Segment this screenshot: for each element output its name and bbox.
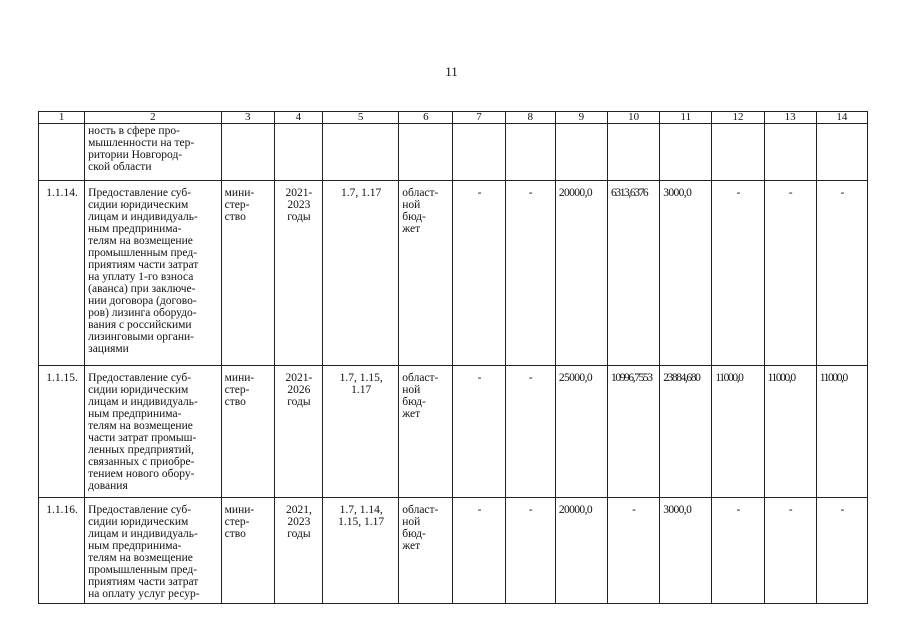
cell-target: 1.7, 1.14, 1.15, 1.17 [323,498,399,604]
col-header: 5 [323,112,399,124]
col-header: 13 [764,112,816,124]
cell-c9: 25000,0 [555,366,607,498]
cell-c12 [712,124,764,181]
table-row [39,124,868,181]
cell-name: Предоставление суб- сидии юридическим лицам и индивидуаль- ным предпринима- телям на возмещение промышленным пред- приятиям части затрат на оплату услуг ресур- [85,498,221,604]
cell-period [274,124,322,181]
cell-c9: 20000,0 [555,181,607,366]
col-header: 11 [660,112,712,124]
cell-c11: 3000,0 [660,181,712,366]
cell-executor: мини- стер- ство [221,366,274,498]
cell-c10: 6313,6376 [608,181,660,366]
cell-period: 2021- 2026 годы [274,366,322,498]
col-header: 12 [712,112,764,124]
table-row [39,498,868,604]
cell-c12: 11000,0 [712,366,764,498]
cell-source: област- ной бюд- жет [399,498,453,604]
cell-id [39,124,85,181]
col-header: 6 [399,112,453,124]
cell-c14: 11000,0 [816,366,867,498]
col-header: 14 [816,112,867,124]
cell-executor [221,124,274,181]
col-header: 8 [505,112,555,124]
cell-name: ность в сфере про- мышленности на тер- ритории Новгород- ской области [85,124,221,181]
table-row [39,366,868,498]
page-number: 11 [445,64,458,79]
cell-name: Предоставление суб- сидии юридическим лицам и индивидуаль- ным предпринима- телям на возмещение части затрат промыш- ленных предприятий, связанных с приобре- тением нового обору- дования [85,366,221,498]
cell-c7: - [453,181,505,366]
cell-c14 [816,124,867,181]
cell-c11 [660,124,712,181]
cell-c9: 20000,0 [555,498,607,604]
col-header: 1 [39,112,85,124]
cell-period: 2021, 2023 годы [274,498,322,604]
cell-c13: - [764,498,816,604]
cell-target: 1.7, 1.17 [323,181,399,366]
col-header: 2 [85,112,221,124]
cell-c13 [764,124,816,181]
program-table [38,111,868,604]
cell-source [399,124,453,181]
cell-c13: - [764,181,816,366]
cell-period: 2021- 2023 годы [274,181,322,366]
cell-id: 1.1.15. [39,366,85,498]
cell-c8: - [505,366,555,498]
header-row [39,112,868,124]
cell-c10: - [608,498,660,604]
col-header: 7 [453,112,505,124]
cell-c13: 11000,0 [764,366,816,498]
cell-c11: 23884,680 [660,366,712,498]
cell-c9 [555,124,607,181]
cell-executor: мини- стер- ство [221,181,274,366]
cell-name: Предоставление суб- сидии юридическим лицам и индивидуаль- ным предпринима- телям на возмещение промышленным пред- приятиям части затрат на уплату 1-го взноса (аванса) при заключе- нии договора (догово- ров) лизинга оборудо- вания с российскими лизинговыми органи- зациями [85,181,221,366]
cell-c8: - [505,498,555,604]
col-header: 10 [608,112,660,124]
cell-c8: - [505,181,555,366]
cell-c14: - [816,498,867,604]
cell-c12: - [712,181,764,366]
table-row [39,181,868,366]
cell-target [323,124,399,181]
cell-c7: - [453,366,505,498]
col-header: 4 [274,112,322,124]
cell-id: 1.1.16. [39,498,85,604]
cell-c11: 3000,0 [660,498,712,604]
cell-c10 [608,124,660,181]
cell-source: област- ной бюд- жет [399,366,453,498]
cell-c7: - [453,498,505,604]
cell-c14: - [816,181,867,366]
cell-c12: - [712,498,764,604]
cell-c10: 10996,7553 [608,366,660,498]
cell-source: област- ной бюд- жет [399,181,453,366]
cell-target: 1.7, 1.15, 1.17 [323,366,399,498]
cell-id: 1.1.14. [39,181,85,366]
cell-c8 [505,124,555,181]
col-header: 3 [221,112,274,124]
cell-c7 [453,124,505,181]
cell-executor: мини- стер- ство [221,498,274,604]
col-header: 9 [555,112,607,124]
